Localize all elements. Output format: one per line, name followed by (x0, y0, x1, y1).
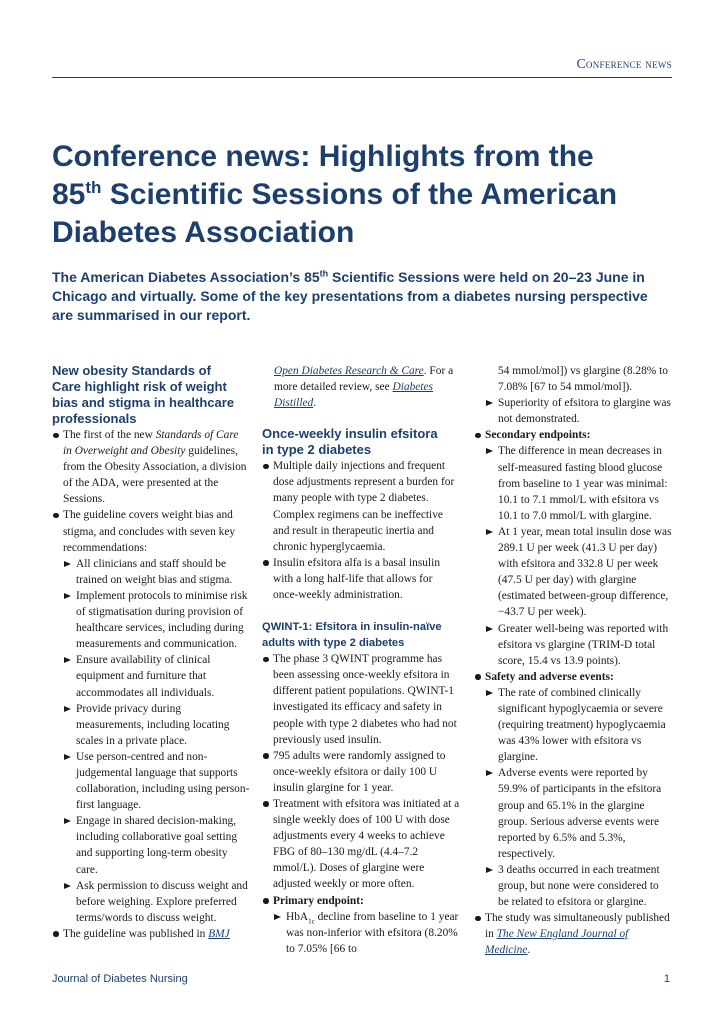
sub-bullet-item: Greater well-being was reported with efsitora vs glargine (TRIM-D total score, 15.4 vs 13.9 points). (474, 621, 672, 669)
standfirst (52, 268, 672, 325)
sub-bullet-item: Adverse events were reported by 59.9% of participants in the efsitora group and 65.1% in the glargine group. Serious adverse events were reported by 6.5% and 5.3%, respectively. (474, 765, 672, 862)
sub-bullet-item: Superiority of efsitora to glargine was not demonstrated. (474, 395, 672, 427)
title-number: 85 (52, 178, 86, 211)
spacer (262, 411, 460, 426)
sub-bullet-item: At 1 year, mean total insulin dose was 289.1 U per week (41.3 U per day) with efsitora and 332.8 U per week (47.5 U per day) with glargine (estimated between-group difference, −43.7 U per week). (474, 524, 672, 621)
section-label: Conference news (576, 56, 672, 71)
sub-bullet-item: 3 deaths occurred in each treatment group, but none were considered to be related to efsitora or glargine. (474, 862, 672, 910)
spacer (262, 603, 460, 619)
bmj-link[interactable]: BMJ (208, 927, 230, 940)
sub-bullet-item: The difference in mean decreases in self-measured fasting blood glucose from baseline to 1 year was minimal: 10.1 to 7.1 mmol/L with efsitora vs 10.1 to 7.0 mmol/L with glargine. (474, 443, 672, 523)
bullet-item: Primary endpoint: (262, 893, 460, 909)
continued-text: Open Diabetes Research & Care. For a more detailed review, see Diabetes Distilled. (274, 365, 454, 410)
sub-bullet-item: HbA$_{1c}$ decline from baseline to 1 year was non-inferior with efsitora (8.20% to 7.05% [66 to (262, 909, 460, 957)
bullet-item: The guideline covers weight bias and stigma, and concludes with seven key recommendations: (52, 507, 250, 555)
bullet-item: The first of the new Standards of Care in Overweight and Obesity guidelines, from the Obesity Association, a division of the ADA, were presented at the Sessions. (52, 427, 250, 507)
sub-bullet-item: The rate of combined clinically significant hypoglycaemia or severe (requiring treatment) hypoglycaemia was 43% lower with efsitora vs glargine. (474, 685, 672, 765)
bullet-item: Insulin efsitora alfa is a basal insulin with a long half-life that allows for once-weekly administration. (262, 555, 460, 603)
standfirst-pre: The American Diabetes Association’s 85 (52, 269, 320, 285)
bullet-item: The study was simultaneously published in The New England Journal of Medicine. (474, 910, 672, 958)
header-rule (52, 77, 672, 78)
bullet-item: Safety and adverse events: (474, 669, 672, 685)
bullet-item: The guideline was published in BMJ (52, 926, 250, 942)
page-number: 1 (663, 973, 670, 985)
sub-bullet-item: Implement protocols to minimise risk of stigmatisation during provision of healthcare services, including during measurements and communication. (52, 588, 250, 652)
column-1 (52, 363, 250, 942)
title-line-2: Scientific Sessions of the American (101, 178, 618, 211)
sub-bullet-item: Engage in shared decision-making, including collaborative goal setting and supporting long-term obesity care. (52, 813, 250, 877)
bullet-item: The phase 3 QWINT programme has been assessing once-weekly efsitora in different patient populations. QWINT-1 investigated its efficacy and safety in people with type 2 diabetes who had not previously used insulin. (262, 651, 460, 748)
sub-bullet-item: Use person-centred and non-judgemental language that supports collaboration, including using person-first language. (52, 749, 250, 813)
footer-journal: Journal of Diabetes Nursing (52, 973, 188, 985)
sub-bullet-item: All clinicians and staff should be trained on weight bias and stigma. (52, 556, 250, 588)
bullet-item: 795 adults were randomly assigned to once-weekly efsitora or daily 100 U insulin glargine for 1 year. (262, 748, 460, 796)
bullet-item: Multiple daily injections and frequent dose adjustments represent a burden for many people with type 2 diabetes. Complex regimens can be ineffective and result in therapeutic inertia and chronic hyperglycaemia. (262, 458, 460, 555)
sub-bullet-item: Ensure availability of clinical equipment and furniture that accommodates all individuals. (52, 652, 250, 700)
article-title (52, 138, 672, 252)
standfirst-post: Scientific Sessions were held on 20–23 June in Chicago and virtually. Some of the key presentations from a diabetes nursing perspective are summarised in our report. (52, 269, 648, 323)
column-3 (474, 363, 672, 958)
sub-bullet-item: Ask permission to discuss weight and before weighing. Explore preferred terms/words to discuss weight. (52, 878, 250, 926)
continued-text: 54 mmol/mol]) vs glargine (8.28% to 7.08% [67 to 54 mmol/mol]). (498, 365, 668, 394)
title-line-1: Conference news: Highlights from the (52, 140, 594, 173)
efsitora-heading: Once-weekly insulin efsitora in type 2 diabetes (262, 426, 438, 458)
obesity-heading: New obesity Standards of Care highlight risk of weight bias and stigma in healthcare professionals (52, 363, 235, 426)
bullet-item: Treatment with efsitora was initiated at a single weekly does of 100 U with dose adjustments every 4 weeks to achieve FBG of 80–130 mg/dL (4.4–7.2 mmol/L). Doses of glargine were adjusted weekly or more often. (262, 796, 460, 893)
sub-bullet-item: Provide privacy during measurements, including locating scales in a private place. (52, 701, 250, 749)
qwint1-subheading: QWINT-1: Efsitora in insulin-naïve adults with type 2 diabetes (262, 621, 442, 650)
title-ordinal: th (85, 178, 102, 197)
standfirst-ordinal: th (319, 268, 329, 279)
nejm-link[interactable]: The New England Journal of Medicine (485, 928, 629, 957)
odrc-link[interactable]: Open Diabetes Research & Care (274, 365, 424, 377)
diabetes-distilled-link[interactable]: Diabetes Distilled (274, 381, 433, 410)
bullet-item: Secondary endpoints: (474, 427, 672, 443)
column-2 (262, 363, 460, 957)
title-line-3: Diabetes Association (52, 216, 355, 249)
